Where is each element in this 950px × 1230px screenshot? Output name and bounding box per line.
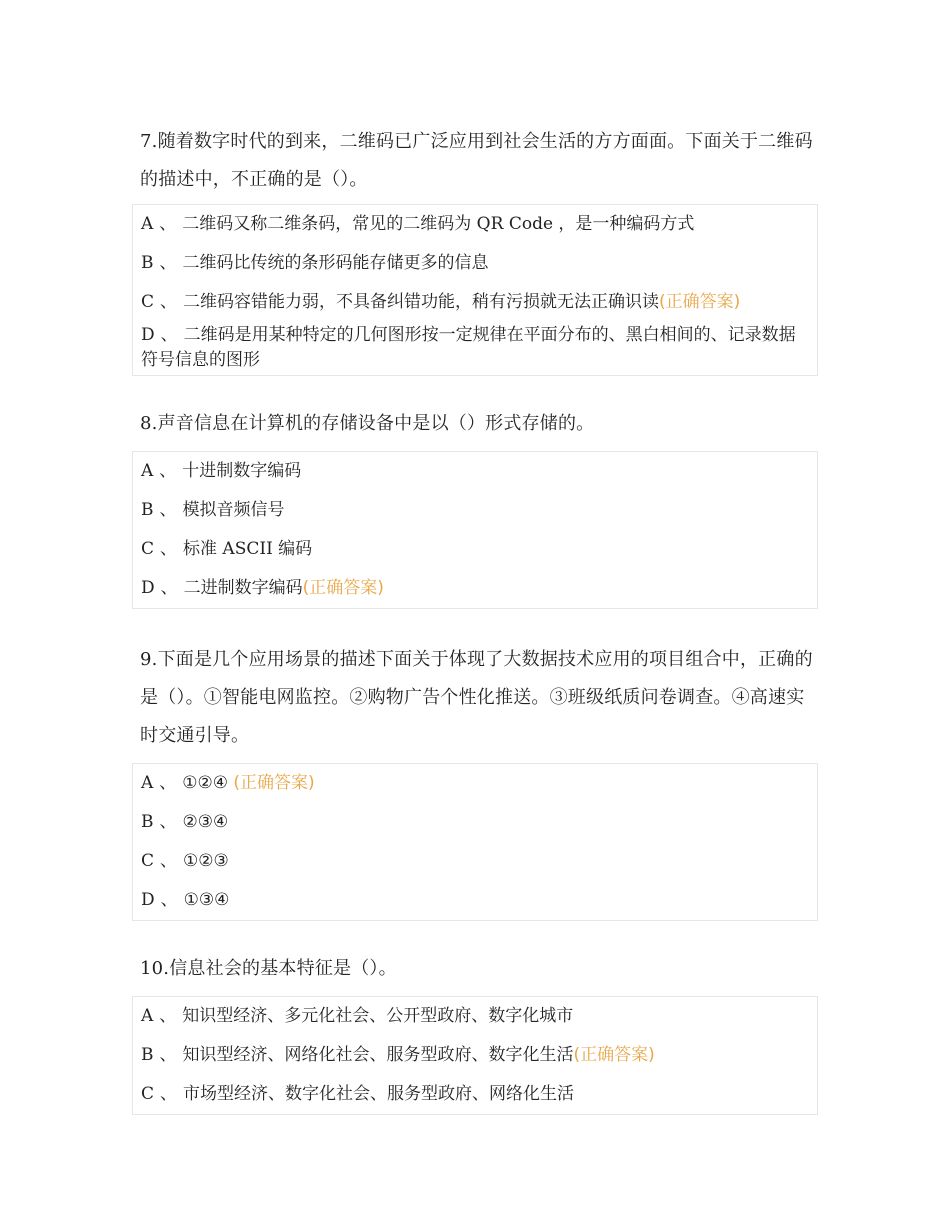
options-list bbox=[132, 996, 818, 1115]
option-text: 二进制数字编码 bbox=[183, 578, 303, 598]
option-a: A 、 二维码又称二维条码，常见的二维码为 QR Code ，是一种编码方式 bbox=[141, 214, 695, 234]
options-list bbox=[132, 451, 818, 609]
correct-answer-label: (正确答案) bbox=[233, 773, 315, 793]
option-b: B 、 ②③④ bbox=[141, 812, 229, 832]
option-c: C 、 市场型经济、数字化社会、服务型政府、网络化生活 bbox=[141, 1084, 575, 1104]
option-text: 市场型经济、数字化社会、服务型政府、网络化生活 bbox=[183, 1084, 575, 1104]
question-8 bbox=[132, 405, 818, 609]
option-text: 知识型经济、多元化社会、公开型政府、数字化城市 bbox=[182, 1006, 574, 1026]
option-text: ②③④ bbox=[182, 812, 229, 832]
option-b: B 、 知识型经济、网络化社会、服务型政府、数字化生活(正确答案) bbox=[141, 1045, 655, 1065]
question-9 bbox=[132, 641, 818, 921]
options-list bbox=[132, 204, 818, 376]
option-b: B 、 模拟音频信号 bbox=[141, 500, 285, 520]
option-d: D 、 ①③④ bbox=[141, 890, 230, 910]
option-text: 二维码比传统的条形码能存储更多的信息 bbox=[182, 253, 489, 273]
option-a: A 、 知识型经济、多元化社会、公开型政府、数字化城市 bbox=[141, 1006, 574, 1026]
options-list bbox=[132, 763, 818, 921]
correct-answer-label: (正确答案) bbox=[573, 1045, 655, 1065]
question-text: 9.下面是几个应用场景的描述下面关于体现了大数据技术应用的项目组合中，正确的是（）。①智能电网监控。②购物广告个性化推送。③班级纸质问卷调查。④高速实时交通引导。 bbox=[140, 649, 813, 746]
option-text: ①③④ bbox=[183, 890, 230, 910]
option-text: 标准 ASCII 编码 bbox=[183, 539, 313, 559]
question-7 bbox=[132, 123, 818, 376]
option-b: B 、 二维码比传统的条形码能存储更多的信息 bbox=[141, 253, 489, 273]
option-text: 二维码容错能力弱，不具备纠错功能，稍有污损就无法正确识读 bbox=[183, 292, 660, 312]
option-a: A 、 十进制数字编码 bbox=[141, 461, 302, 481]
option-text: 知识型经济、网络化社会、服务型政府、数字化生活 bbox=[182, 1045, 574, 1065]
question-text: 10.信息社会的基本特征是（）。 bbox=[140, 958, 397, 979]
option-d: D 、 二维码是用某种特定的几何图形按一定规律在平面分布的、黑白相间的、记录数据符号信息的图形 bbox=[141, 325, 796, 370]
option-c: C 、 标准 ASCII 编码 bbox=[141, 539, 313, 559]
option-c: C 、 二维码容错能力弱，不具备纠错功能，稍有污损就无法正确识读(正确答案) bbox=[141, 292, 741, 312]
option-c: C 、 ①②③ bbox=[141, 851, 229, 871]
option-d: D 、 二进制数字编码(正确答案) bbox=[141, 578, 384, 598]
correct-answer-label: (正确答案) bbox=[302, 578, 384, 598]
question-10 bbox=[132, 950, 818, 1115]
correct-answer-label: (正确答案) bbox=[659, 292, 741, 312]
option-text: 十进制数字编码 bbox=[182, 461, 302, 481]
option-text: 模拟音频信号 bbox=[182, 500, 285, 520]
option-a: A 、 ①②④ (正确答案) bbox=[141, 773, 315, 793]
option-text: ①②③ bbox=[183, 851, 229, 871]
option-text: 二维码是用某种特定的几何图形按一定规律在平面分布的、黑白相间的、记录数据符号信息的图形 bbox=[141, 325, 796, 370]
question-text: 7.随着数字时代的到来，二维码已广泛应用到社会生活的方方面面。下面关于二维码的描述中，不正确的是（）。 bbox=[140, 131, 813, 190]
question-text: 8.声音信息在计算机的存储设备中是以（）形式存储的。 bbox=[140, 413, 595, 434]
option-text: 二维码又称二维条码，常见的二维码为 QR Code ，是一种编码方式 bbox=[182, 214, 695, 234]
option-text: ①②④ bbox=[182, 773, 234, 793]
